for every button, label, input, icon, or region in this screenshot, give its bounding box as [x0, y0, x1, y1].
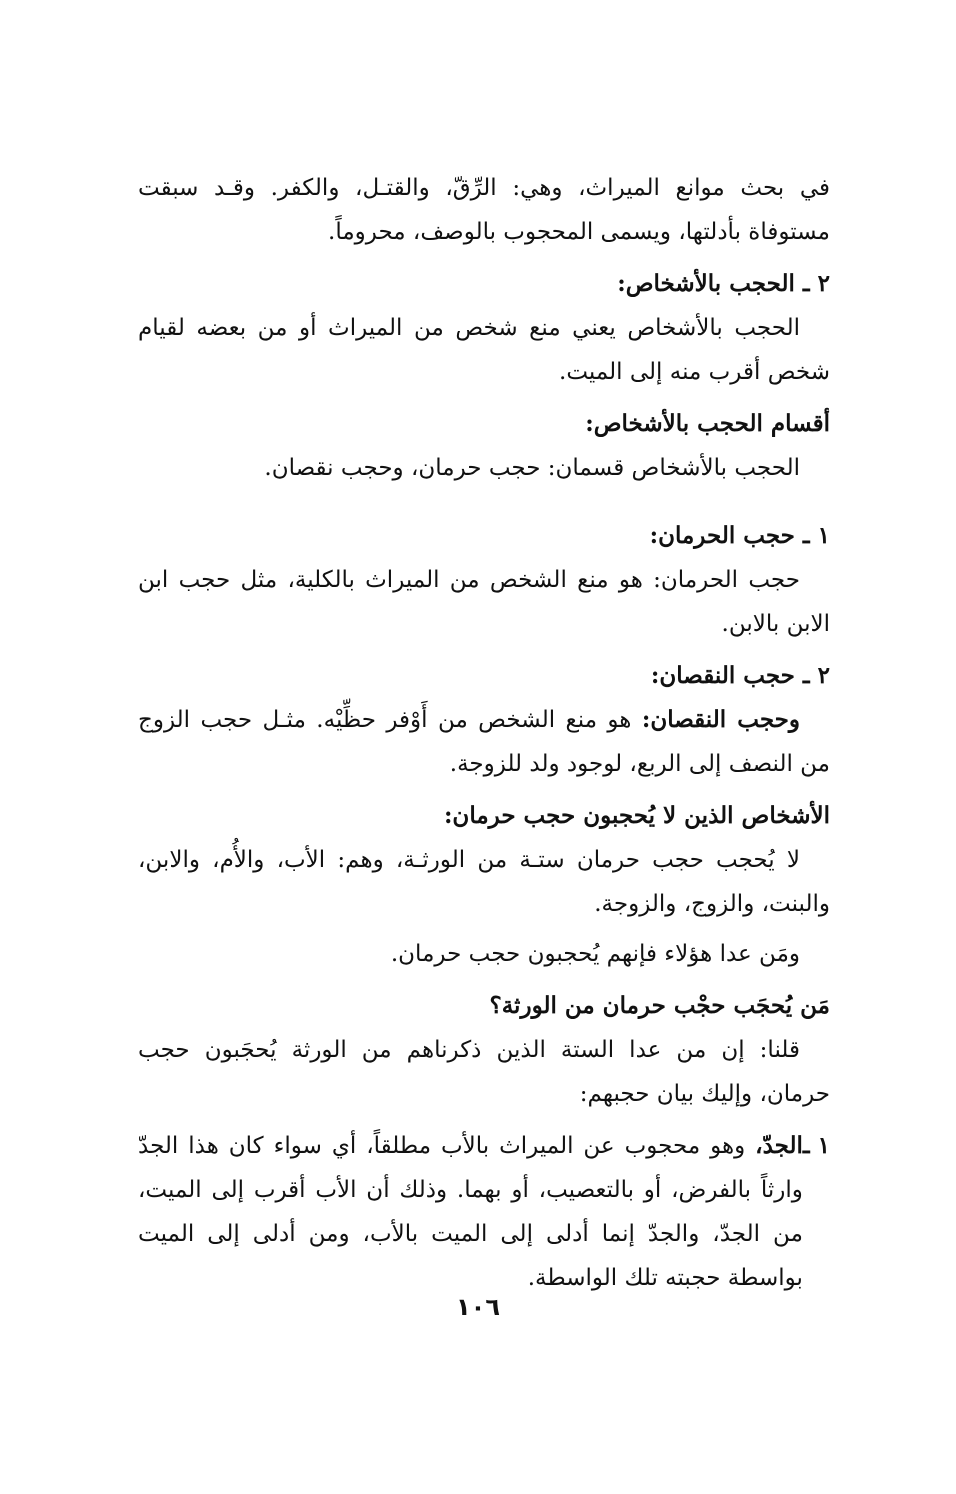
heading-types-of-blocking: أقسام الحجب بالأشخاص:: [585, 410, 830, 437]
paragraph-blocking-by-persons: الحجب بالأشخاص يعني منع شخص من الميراث أو من بعضه لقيام شخص أقرب منه إلى الميت.: [138, 315, 830, 385]
heading-hirman: ١ ـ حجب الحرمان:: [649, 522, 830, 549]
heading-blocking-by-persons: ٢ ـ الحجب بالأشخاص:: [617, 270, 830, 297]
paragraph-who-is-blocked: قلنا: إن من عدا الستة الذين ذكرناهم من الورثة يُحجَبون حجب حرمان، وإليك بيان حجبهم:: [138, 1037, 830, 1107]
heading-who-is-blocked: مَن يُحجَب حجْب حرمان من الورثة؟: [489, 992, 830, 1019]
spacer: [138, 496, 830, 506]
paragraph-nuqsan: [138, 698, 830, 786]
list-item-body: [138, 1124, 803, 1300]
nuqsan-definition: هو منع الشخص من أَوْفر حظِّيْه. مثـل حجب الزوج من النصف إلى الربع، لوجود ولد للزوجة.: [138, 707, 830, 777]
grandfather-term: الجدّ،: [755, 1132, 803, 1159]
text-column: [138, 166, 830, 1300]
page-number: ١٠٦: [456, 1293, 500, 1321]
paragraph-others-blocked: ومَن عدا هؤلاء فإنهم يُحجبون حجب حرمان.: [390, 941, 800, 967]
paragraph-not-blocked: لا يُحجب حجب حرمان ستـة من الورثـة، وهم: الأب، والأُم، والابن، والبنت، والزوج، والزوجة.: [138, 847, 830, 917]
nuqsan-term: وحجب النقصان:: [641, 706, 800, 733]
list-item-grandfather: [138, 1124, 830, 1300]
grandfather-text: وهو محجوب عن الميراث بالأب مطلقاً، أي سواء كان هذا الجدّ وارثاً بالفرض، أو بالتعصيب، أو بهما. وذلك أن الأب أقرب إلى الميت، من الجدّ، والجدّ إنما أدلى إلى الميت بالأب، ومن أدلى إلى الميت بواسطة حجبته تلك الواسطة.: [138, 1133, 803, 1291]
heading-nuqsan: ٢ ـ حجب النقصان:: [650, 662, 830, 689]
paragraph-types-of-blocking: الحجب بالأشخاص قسمان: حجب حرمان، وحجب نقصان.: [264, 455, 800, 481]
heading-not-blocked: الأشخاص الذين لا يُحجبون حجب حرمان:: [443, 802, 830, 829]
paragraph-hirman: حجب الحرمان: هو منع الشخص من الميراث بالكلية، مثل حجب ابن الابن بالابن.: [138, 567, 830, 637]
paragraph-prohibitions: في بحث موانع الميراث، وهي: الرِّقّ، والقتـل، والكفر. وقـد سبقت مستوفاة بأدلتها، ويسمى المحجوب بالوصف، محروماً.: [138, 175, 830, 245]
list-item-number: ١ ـ: [802, 1132, 830, 1159]
